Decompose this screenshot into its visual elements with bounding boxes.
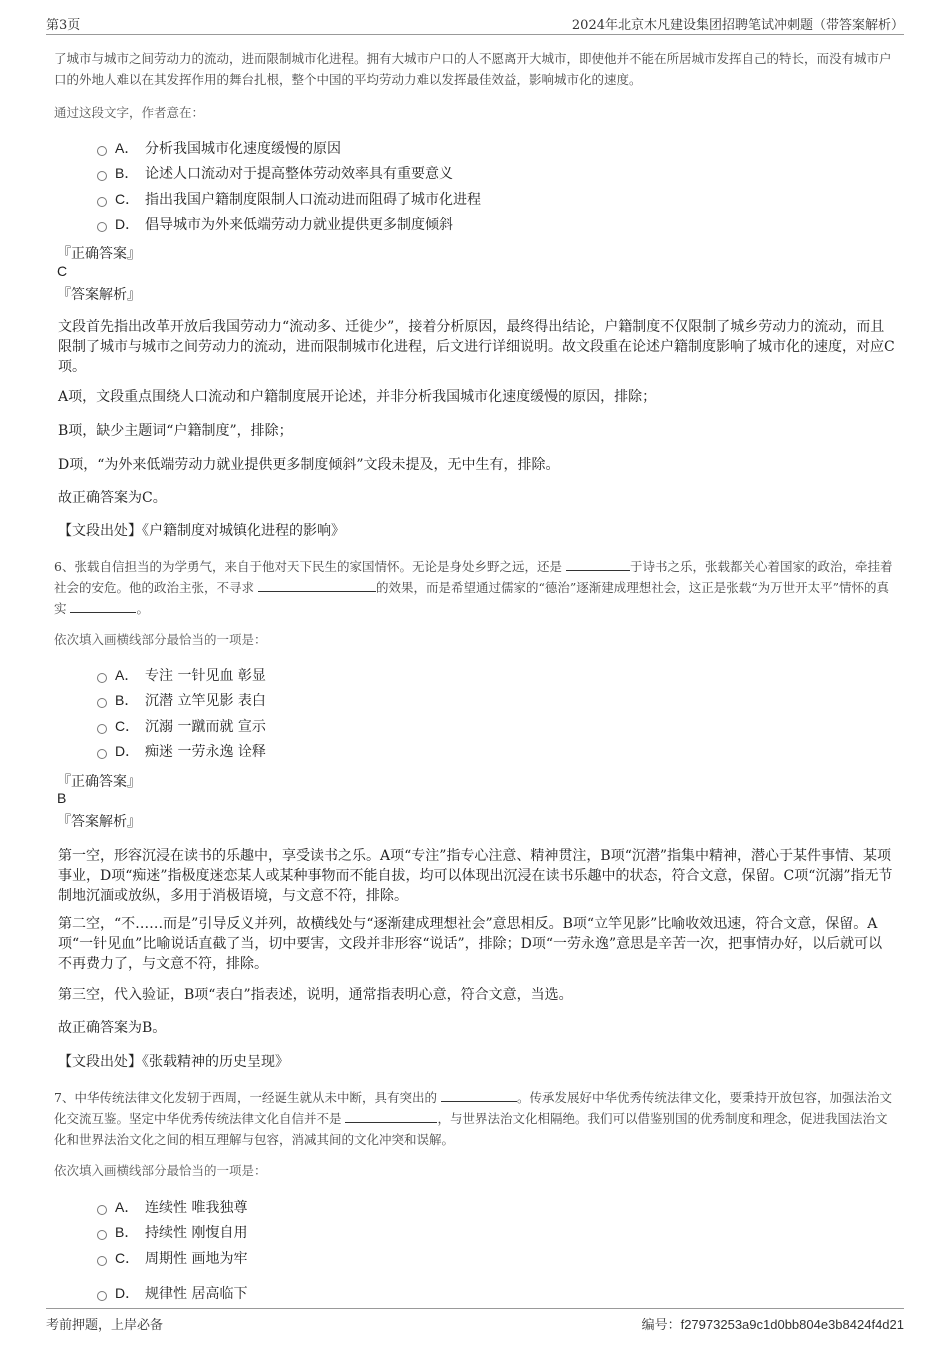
q5-answer: C [57, 263, 68, 279]
fill-blank [566, 557, 630, 571]
radio-icon[interactable] [97, 724, 107, 734]
q5-option-c[interactable]: C． 指出我国户籍制度限制人口流动进而阻碍了城市化进程 [97, 189, 481, 211]
q7-option-c[interactable]: C． 周期性 画地为牢 [97, 1248, 247, 1270]
page-header [46, 14, 904, 35]
radio-icon[interactable] [97, 698, 107, 708]
radio-icon[interactable] [97, 749, 107, 759]
q6-analysis-paragraph: 第二空，“不……而是”引导反义并列，故横线处与“逐渐建成理想社会”意思相反。B项“立竿见影”比喻收效迅速，符合文意，保留。A项“一针见血”比喻说话直截了当，切中要害，文段并非形容“说话”，排除；D项“一劳永逸”意思是辛苦一次，把事情办好，以后就可以不再费力了，与文意不符，排除。 [58, 916, 883, 972]
q5-analysis-paragraph: 故正确答案为C。 [58, 490, 167, 506]
q6-stem: 6、张载自信担当的为学勇气，来自于他对天下民生的家国情怀。无论是身处乡野之远，还是 于诗书之乐，张载都关心着国家的政治，牵挂着社会的安危。他的政治主张，不寻求 的效果，而是希望通过儒家的“德治”逐渐建成理想社会，这正是张载“为万世开太平”情怀的真实 。 [54, 559, 893, 616]
q5-option-b[interactable]: B． 论述人口流动对于提高整体劳动效率具有重要意义 [97, 163, 453, 185]
fill-blank [258, 578, 376, 592]
q5-option-a[interactable]: A． 分析我国城市化速度缓慢的原因 [97, 138, 341, 160]
radio-icon[interactable] [97, 1291, 107, 1301]
q6-answer-label: 『正确答案』 [57, 774, 141, 790]
q7-ask: 依次填入画横线部分最恰当的一项是： [54, 1163, 267, 1178]
q7-option-d[interactable]: D． 规律性 居高临下 [97, 1283, 247, 1305]
q6-answer: B [57, 790, 67, 806]
q6-analysis-paragraph: 第一空，形容沉浸在读书的乐趣中，享受读书之乐。A项“专注”指专心注意、精神贯注，B项“沉潜”指集中精神，潜心于某件事情、某项事业，D项“痴迷”指极度迷恋某人或某种事物而不能自拔，均可以体现出沉浸在读书乐趣中的状态，符合文意，保留。C项“沉溺”指无节制地沉湎或放纵，多用于消极语境，与文意不符，排除。 [58, 848, 893, 904]
page-footer [46, 1308, 904, 1331]
q7-option-b[interactable]: B． 持续性 刚愎自用 [97, 1222, 247, 1244]
radio-icon[interactable] [97, 673, 107, 683]
q6-source: 【文段出处】《张载精神的历史呈现》 [58, 1054, 289, 1070]
radio-icon[interactable] [97, 1256, 107, 1266]
radio-icon[interactable] [97, 146, 107, 156]
radio-icon[interactable] [97, 222, 107, 232]
q5-analysis-paragraph: A项，文段重点围绕人口流动和户籍制度展开论述，并非分析我国城市化速度缓慢的原因，排除； [58, 389, 657, 405]
document-title: 2024年北京木凡建设集团招聘笔试冲刺题（带答案解析） [571, 18, 904, 33]
q6-analysis-paragraph: 第三空，代入验证，B项“表白”指表述，说明，通常指表明心意，符合文意，当选。 [58, 987, 573, 1003]
q5-passage-tail: 了城市与城市之间劳动力的流动，进而限制城市化进程。拥有大城市户口的人不愿离开大城市，即使他并不能在所居城市发挥自己的特长，而没有城市户口的外地人难以在其发挥作用的舞台扎根，整个中国的平均劳动力难以发挥最佳效益，影响城市化的速度。 [54, 51, 892, 87]
q5-analysis-label: 『答案解析』 [57, 287, 141, 303]
q5-analysis-paragraph: B项，缺少主题词“户籍制度”，排除； [58, 423, 293, 439]
q6-ask: 依次填入画横线部分最恰当的一项是： [54, 632, 267, 647]
q6-option-b[interactable]: B． 沉潜 立竿见影 表白 [97, 690, 266, 712]
document-code: 编号：f27973253a9c1d0bb804e3b8424f4d21 [641, 1317, 904, 1332]
radio-icon[interactable] [97, 197, 107, 207]
q6-option-c[interactable]: C． 沉溺 一蹴而就 宣示 [97, 716, 266, 738]
q5-source: 【文段出处】《户籍制度对城镇化进程的影响》 [58, 523, 345, 539]
q6-analysis-label: 『答案解析』 [57, 814, 141, 830]
fill-blank [345, 1109, 437, 1123]
radio-icon[interactable] [97, 1230, 107, 1240]
q7-stem: 7、中华传统法律文化发轫于西周，一经诞生就从未中断，具有突出的 。传承发展好中华优秀传统法律文化，要秉持开放包容，加强法治文化交流互鉴。坚定中华优秀传统法律文化自信并不是 ，与世界法治文化相隔绝。我们可以借鉴别国的优秀制度和理念，促进我国法治文化和世界法治文化之间的相互理解与包容，消减其间的文化冲突和误解。 [54, 1090, 892, 1147]
fill-blank [441, 1088, 517, 1102]
q6-option-d[interactable]: D． 痴迷 一劳永逸 诠释 [97, 741, 266, 763]
radio-icon[interactable] [97, 171, 107, 181]
footer-slogan: 考前押题，上岸必备 [46, 1318, 164, 1333]
q5-answer-label: 『正确答案』 [57, 246, 141, 262]
radio-icon[interactable] [97, 1205, 107, 1215]
q5-ask: 通过这段文字，作者意在： [54, 105, 205, 120]
q6-option-a[interactable]: A． 专注 一针见血 彰显 [97, 665, 266, 687]
q5-analysis-paragraph: 文段首先指出改革开放后我国劳动力“流动多、迁徙少”，接着分析原因，最终得出结论，户籍制度不仅限制了城乡劳动力的流动，而且限制了城市与城市之间劳动力的流动，进而限制城市化进程，后文进行详细说明。故文段重在论述户籍制度影响了城市化的速度，对应C项。 [58, 319, 895, 375]
fill-blank [70, 599, 136, 613]
q5-option-d[interactable]: D． 倡导城市为外来低端劳动力就业提供更多制度倾斜 [97, 214, 453, 236]
q6-analysis-paragraph: 故正确答案为B。 [58, 1020, 167, 1036]
page-number: 第3页 [46, 18, 81, 33]
q5-analysis-paragraph: D项，“为外来低端劳动力就业提供更多制度倾斜”文段未提及，无中生有，排除。 [58, 457, 560, 473]
q7-option-a[interactable]: A． 连续性 唯我独尊 [97, 1197, 247, 1219]
